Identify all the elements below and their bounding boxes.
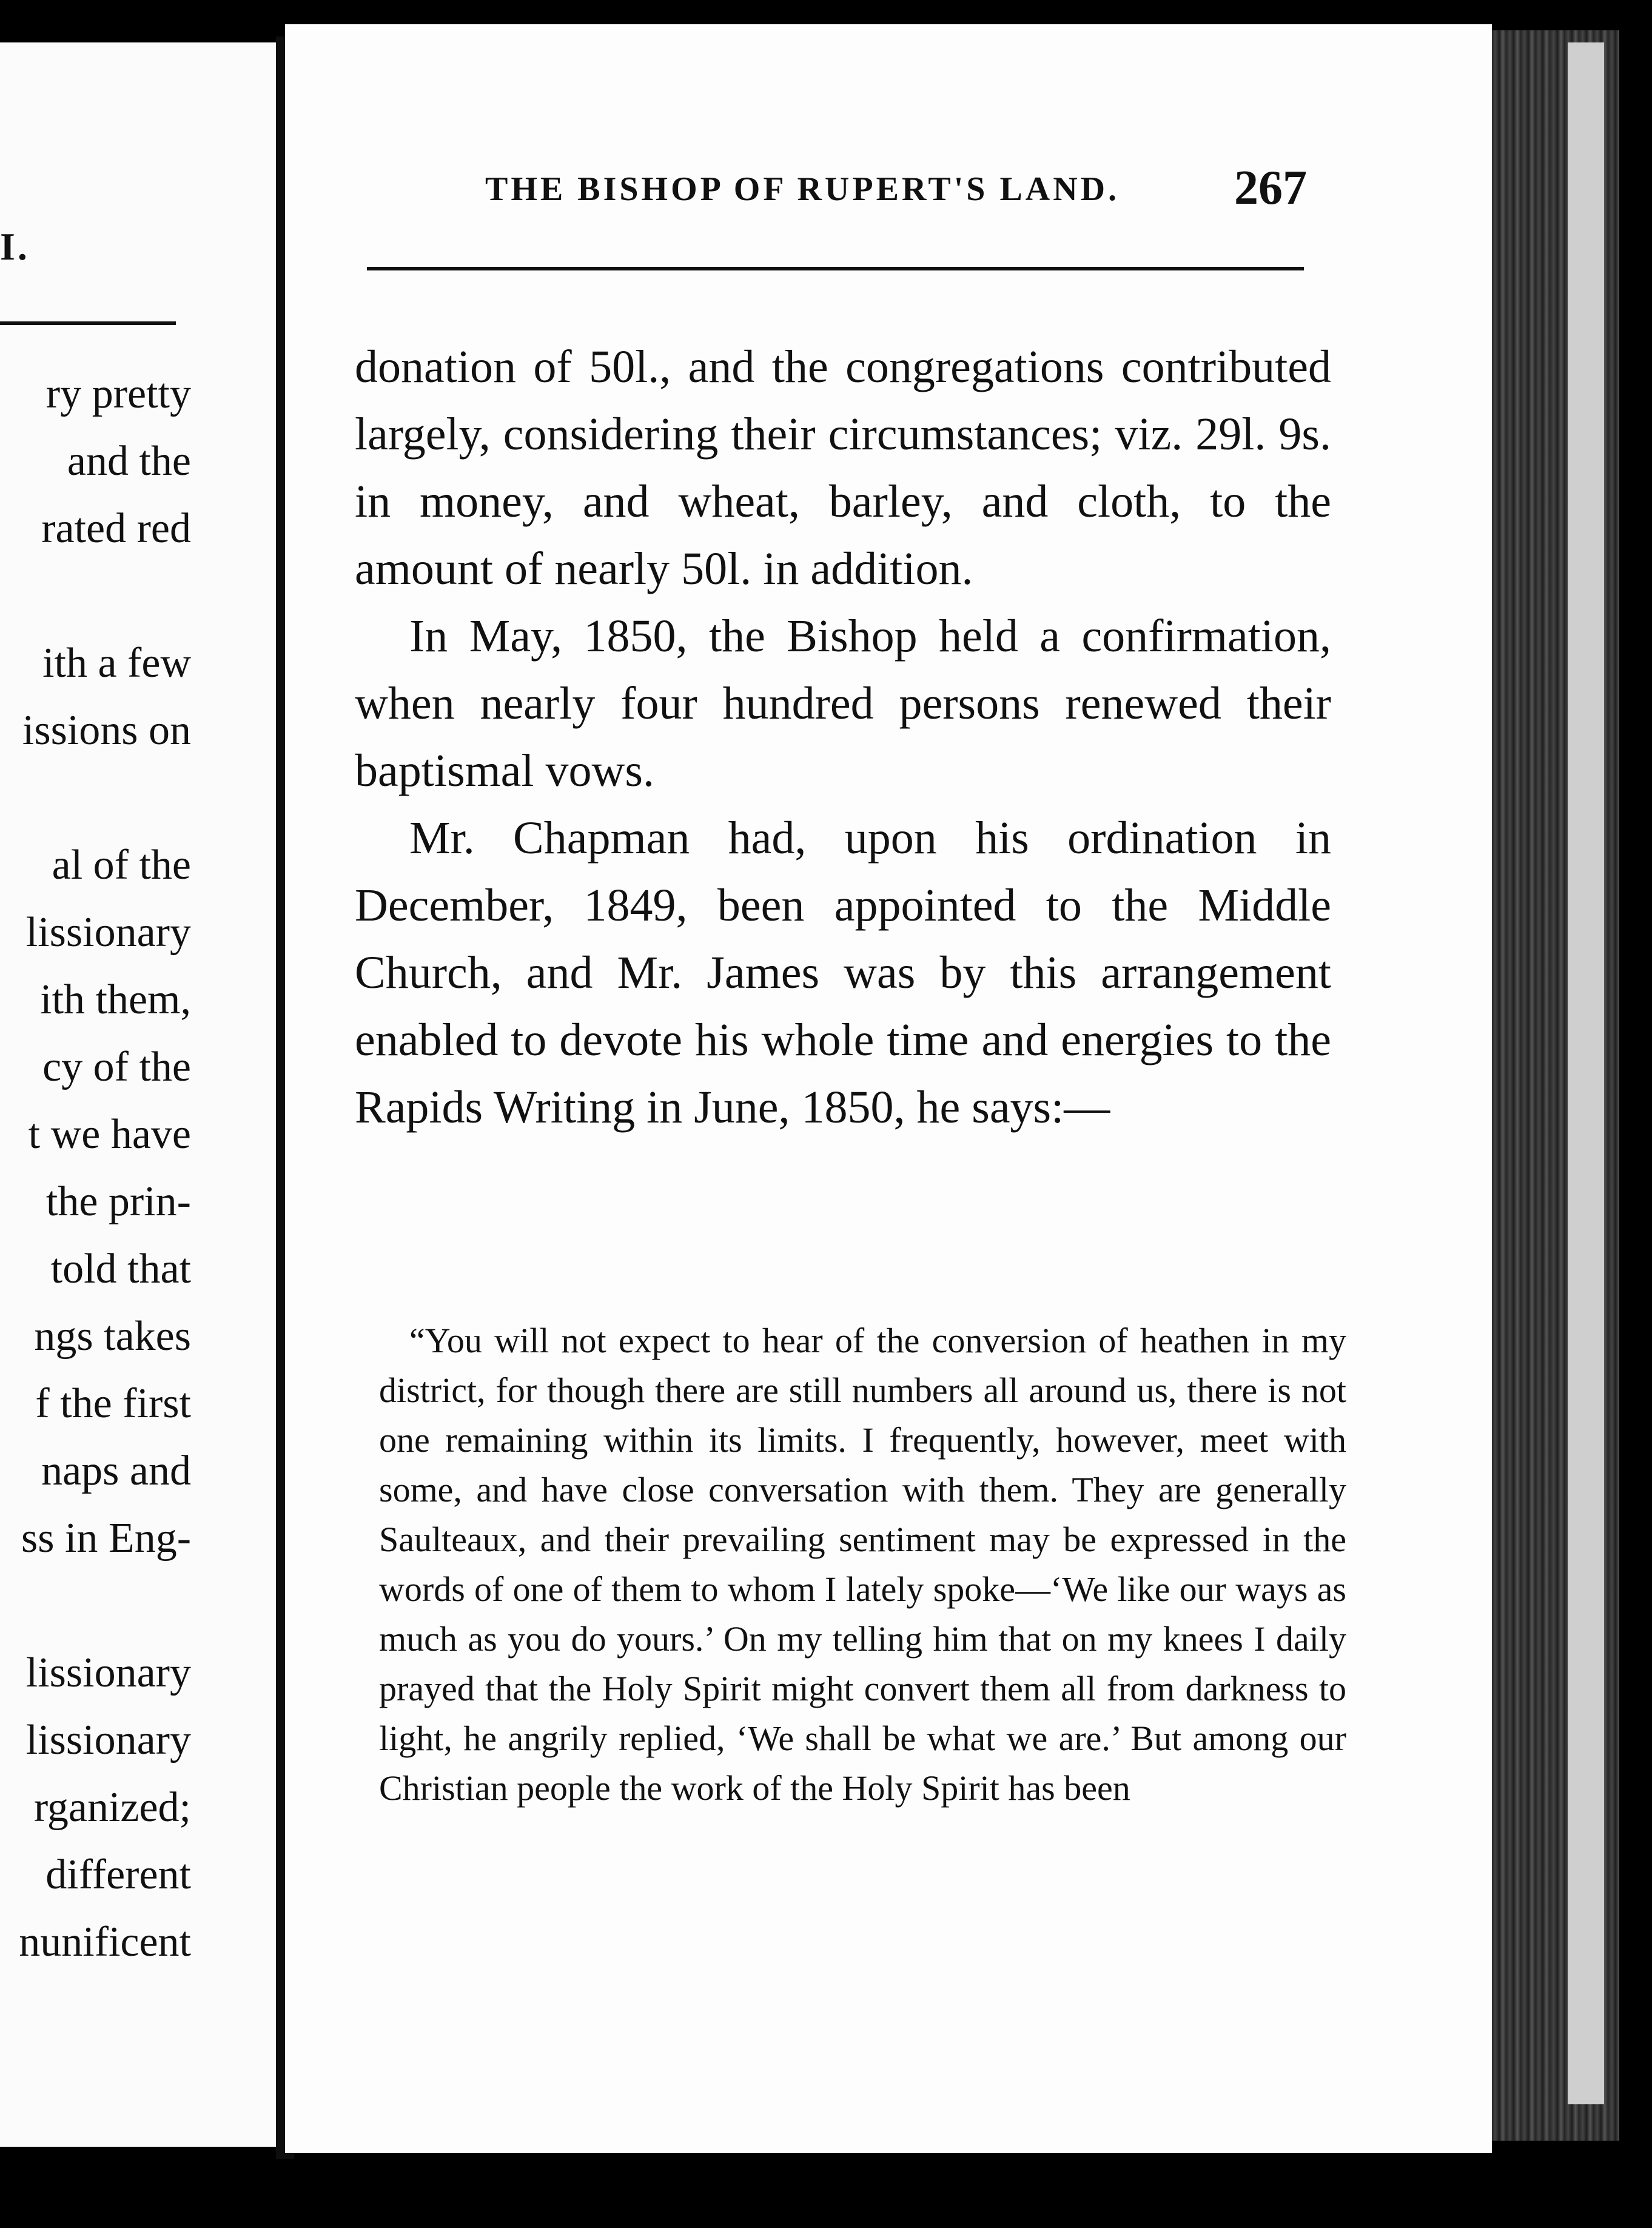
left-page-line: ith a few <box>42 640 191 686</box>
left-page-line: and the <box>67 438 191 485</box>
quote-paragraph: “You will not expect to hear of the conversion of heathen in my district, for though there are still numbers all around us, there is not one remaining within its limits. I frequently, however, meet with some, and have close conversation with them. They are generally Saulteaux, and their prevailing sentiment may be expressed in the words of one of them to whom I lately spoke—‘We like our ways as much as you do yours.’ On my telling him that on my knees I daily prayed that the Holy Spirit might convert them all from darkness to light, he angrily replied, ‘We shall be what we are.’ But among our Christian people the work of the Holy Spirit has been <box>379 1321 1346 1808</box>
block-quote <box>379 1316 1346 1813</box>
page-number: 267 <box>1234 161 1307 215</box>
left-page-line: cy of the <box>42 1044 191 1090</box>
running-head: THE BISHOP OF RUPERT'S LAND. <box>485 170 1120 208</box>
page-edge-highlight <box>1568 42 1604 2104</box>
paragraph-continuation: donation of 50l., and the congregations contributed largely, considering their circumstances; viz. 29l. 9s. in money, and wheat, barley, and cloth, to the amount of nearly 50l. in addition. <box>355 341 1331 594</box>
left-page-line: rated red <box>41 505 191 552</box>
left-page <box>0 42 280 2147</box>
left-page-line: told that <box>50 1246 191 1292</box>
left-page-line: lissionary <box>25 1649 191 1696</box>
header-rule <box>367 267 1304 270</box>
left-page-line: issions on <box>22 707 191 754</box>
left-page-line: ry pretty <box>45 371 191 417</box>
left-page-line: f the first <box>35 1380 191 1427</box>
paragraph-chapman: Mr. Chapman had, upon his ordination in December, 1849, been appointed to the Middle Church, and Mr. James was by this arrangement enabled to devote his whole time and energies to the Rapids Writing in June, 1850, he says:— <box>355 813 1331 1133</box>
left-page-line: lissionary <box>25 1717 191 1763</box>
left-running-head: I. <box>0 225 30 268</box>
left-page-line: the prin- <box>45 1178 191 1225</box>
left-header-rule <box>0 321 176 325</box>
left-page-line: al of the <box>52 842 191 888</box>
left-page-line: nunificent <box>19 1919 191 1965</box>
left-page-line: ith them, <box>40 976 191 1023</box>
left-page-line: naps and <box>41 1448 191 1494</box>
body-text <box>355 334 1331 1141</box>
left-page-line: ngs takes <box>34 1313 191 1360</box>
left-page-line: lissionary <box>25 909 191 956</box>
left-page-line: ss in Eng- <box>21 1515 191 1562</box>
left-page-line: t we have <box>28 1111 191 1158</box>
left-page-line: rganized; <box>33 1784 191 1831</box>
left-page-line: different <box>45 1851 191 1898</box>
paragraph-confirmation: In May, 1850, the Bishop held a confirmation, when nearly four hundred persons renewed their baptismal vows. <box>355 611 1331 796</box>
